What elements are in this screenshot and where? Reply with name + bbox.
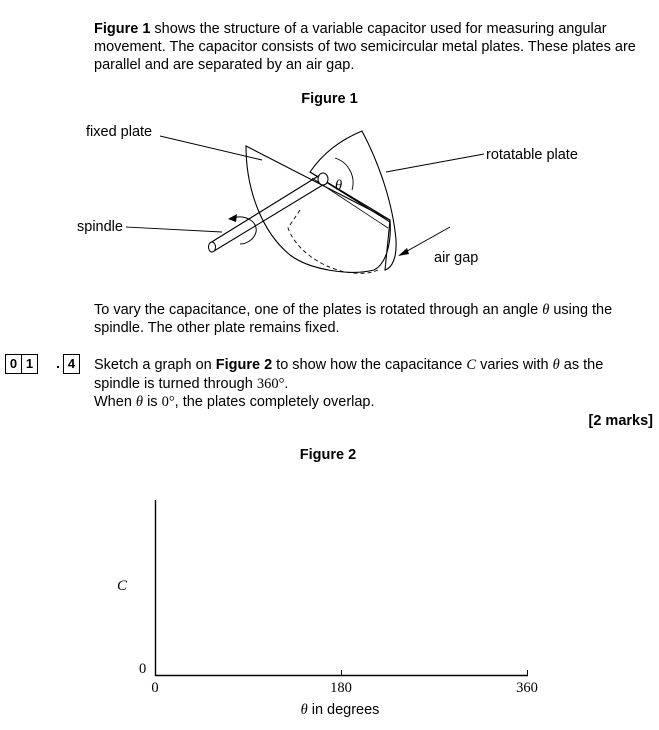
question-part-digit: 4 xyxy=(67,356,76,371)
y-origin-tick: 0 xyxy=(139,661,147,677)
question-digit-1: 0 xyxy=(9,356,18,371)
q-line1-b: to show how the capacitance xyxy=(272,357,467,373)
question-separator: . xyxy=(56,355,60,371)
x-tick-label-360: 360 xyxy=(516,680,538,696)
marks-label: [2 marks] xyxy=(588,413,653,429)
spindle-label: spindle xyxy=(77,219,123,235)
q-line1-a: Sketch a graph on xyxy=(94,357,216,373)
q-line3-c: , the plates completely overlap. xyxy=(174,394,375,410)
intro-line-2: movement. The capacitor consists of two semicircular metal plates. These plates are xyxy=(94,39,636,55)
x-tick-label-180: 180 xyxy=(330,680,352,696)
x-axis-label xyxy=(240,701,440,719)
rotatable-plate-label: rotatable plate xyxy=(486,147,578,163)
x-axis-theta: θ xyxy=(300,702,308,718)
q-theta: θ xyxy=(552,357,560,373)
q-line2-a: spindle is turned through xyxy=(94,376,257,392)
figure-1-title: Figure 1 xyxy=(301,91,358,107)
q-theta-2: θ xyxy=(135,394,144,410)
q-line3-value: 0° xyxy=(161,394,175,410)
theta-label: θ xyxy=(335,178,343,194)
intro-figure-ref: Figure 1 xyxy=(94,21,151,37)
q-line3-a: When xyxy=(94,394,136,410)
air-gap-label: air gap xyxy=(434,250,479,266)
vary-theta: θ xyxy=(542,302,550,318)
q-line2-b: . xyxy=(284,376,289,392)
q-line1-c: varies with xyxy=(476,357,553,373)
q-line2-value: 360° xyxy=(256,376,285,392)
q-line3-b: is xyxy=(143,394,162,410)
vary-line-1-b: using the xyxy=(549,302,613,318)
question-digit-2: 1 xyxy=(21,355,37,373)
figure-2-title: Figure 2 xyxy=(299,447,357,463)
q-capacitance-symbol: C xyxy=(466,357,477,373)
x-axis-rest: in degrees xyxy=(307,702,380,718)
fixed-plate-label: fixed plate xyxy=(86,124,153,140)
vary-line-1-a: To vary the capacitance, one of the plates is rotated through an angle xyxy=(94,302,543,318)
q-line1-d: as the xyxy=(559,357,604,373)
intro-line-3: parallel and are separated by an air gap. xyxy=(94,57,355,73)
intro-line-1-rest: shows the structure of a variable capacitor used for measuring angular xyxy=(150,21,607,37)
vary-line-2: spindle. The other plate remains fixed. xyxy=(94,320,340,336)
q-figure-ref: Figure 2 xyxy=(215,357,273,373)
y-axis-label: C xyxy=(117,578,128,594)
x-tick-label-0: 0 xyxy=(151,680,159,696)
